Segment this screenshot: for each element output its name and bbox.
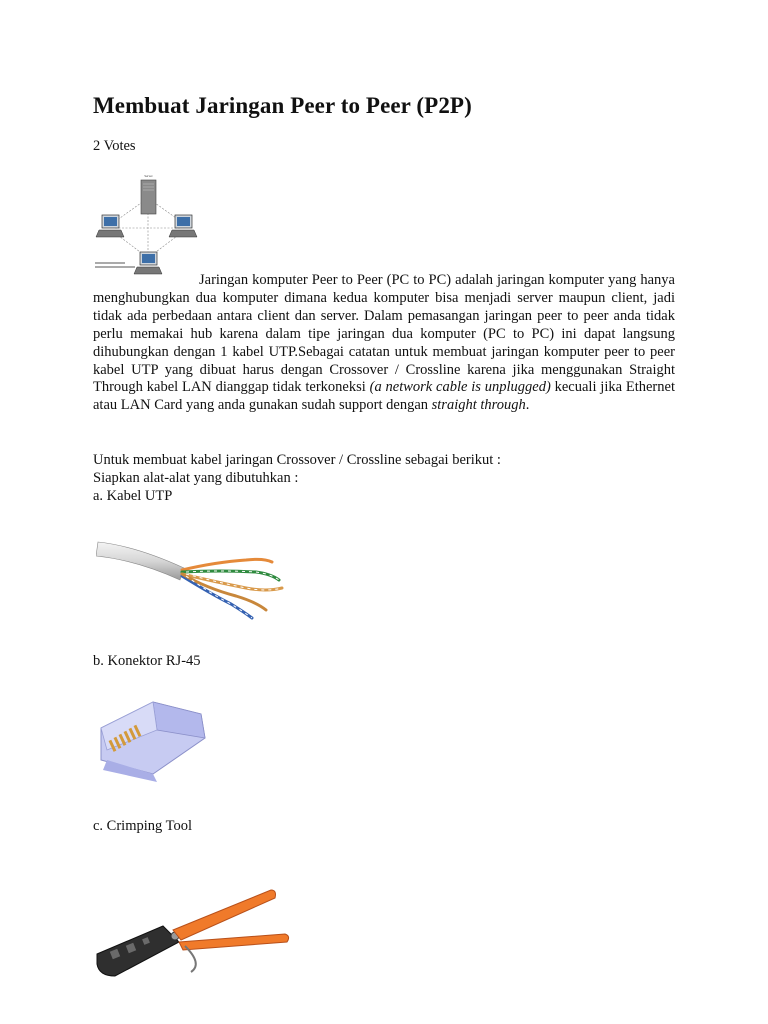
item-label-utp: a. Kabel UTP (93, 488, 173, 504)
computer-bottom-icon (134, 252, 162, 274)
intro-italic-1: (a network cable is unplugged) (369, 379, 551, 396)
item-label-rj45: b. Konektor RJ-45 (93, 653, 201, 669)
computer-left-icon (96, 215, 124, 237)
intro-italic-2: straight through (431, 397, 526, 414)
intro-text-1: Jaringan komputer Peer to Peer (PC to PC) adalah jaringan komputer yang hanya menghubungkan dua komputer dimana kedua komputer bisa menjadi server maupun client, jadi tidak ada perbedaan antara client dan server. Dalam pemasangan jaringan peer to peer anda tidak perlu memakai hub karena dalam tipe jaringan dua komputer (PC to PC) ini dapat langsung dihubungkan dengan 1 kabel UTP.Sebagai catatan untuk membuat jaringan komputer peer to peer kabel UTP yang dibuat harus dengan Crossover / Crossline karena jika menggunakan Straight Through kabel LAN dianggap tidak terkoneksi (93, 272, 675, 396)
tools-intro: Siapkan alat-alat yang dibutuhkan : (93, 470, 299, 486)
p2p-network-diagram (93, 168, 203, 280)
utp-cable-image (96, 532, 286, 628)
server-icon (141, 174, 156, 214)
page-title: Membuat Jaringan Peer to Peer (P2P) (93, 93, 472, 118)
rj45-connector-image (93, 684, 211, 784)
votes-count[interactable]: 2 Votes (93, 138, 136, 154)
intro-text-3: . (525, 397, 530, 414)
intro-text-2: kecuali jika Ethernet atau LAN Card yang anda gunakan sudah support dengan (93, 379, 675, 414)
computer-right-icon (169, 215, 197, 237)
svg-text:Server: Server (144, 174, 153, 178)
intro-paragraph (93, 272, 675, 415)
item-label-crimping-tool: c. Crimping Tool (93, 818, 193, 834)
crimping-tool-image (93, 884, 293, 984)
crossover-intro: Untuk membuat kabel jaringan Crossover / Crossline sebagai berikut : (93, 452, 501, 468)
